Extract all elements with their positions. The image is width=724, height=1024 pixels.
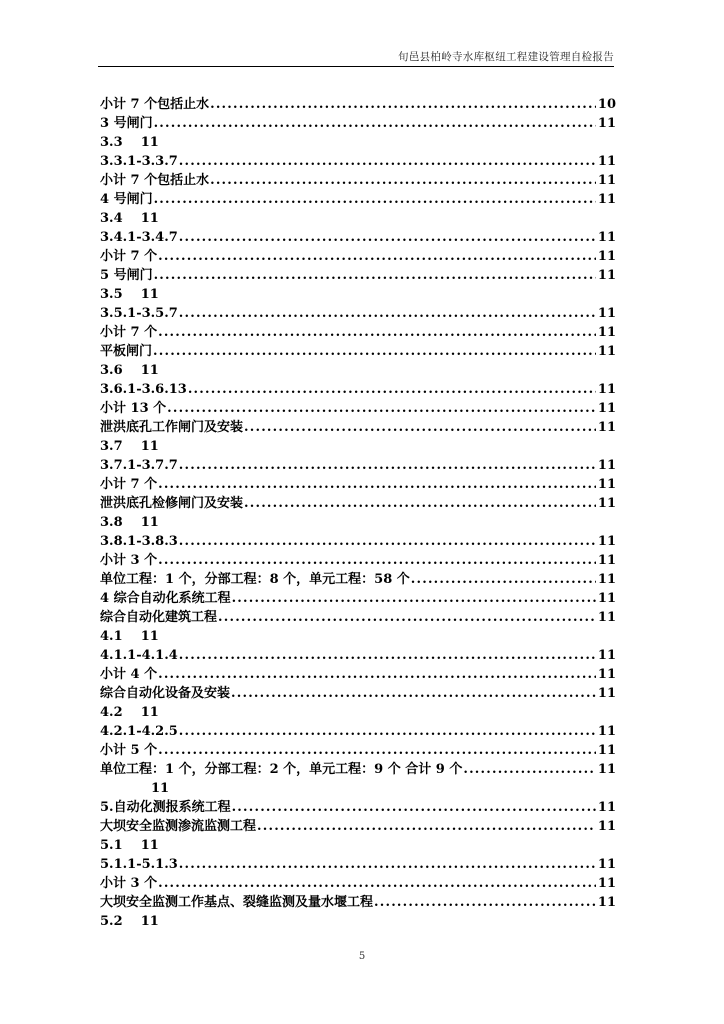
toc-entry-page: 11 (597, 895, 616, 910)
toc-entry-page: 11 (597, 553, 616, 568)
toc-entry-title: 小计 5 个 (100, 743, 158, 758)
toc-entry-page: 11 (597, 648, 616, 663)
page-number: 5 (358, 951, 366, 962)
toc-entry[interactable] (100, 285, 616, 304)
toc-dot-leader (373, 893, 596, 912)
toc-dot-leader (178, 304, 596, 323)
toc-entry-title: 3.6.1-3.6.13 (100, 382, 187, 397)
toc-entry[interactable] (100, 874, 616, 893)
toc-dot-leader (157, 874, 596, 893)
toc-entry-title: 小计 7 个 (100, 325, 158, 340)
toc-entry-title: 小计 7 个 (100, 477, 158, 492)
toc-entry-page: 11 (597, 116, 616, 131)
toc-entry-title: 4 号闸门 (100, 192, 153, 207)
toc-entry[interactable] (100, 323, 616, 342)
toc-entry-title: 综合自动化建筑工程 (100, 610, 218, 625)
toc-dot-leader (157, 247, 596, 266)
table-of-contents (100, 95, 616, 931)
toc-entry-title: 3.5.1-3.5.7 (100, 306, 178, 321)
toc-entry-page: 11 (597, 876, 616, 891)
toc-entry-title: 5.2 11 (100, 914, 159, 929)
toc-entry[interactable] (100, 437, 616, 456)
header-rule (98, 66, 614, 67)
toc-entry-title: 5 号闸门 (100, 268, 153, 283)
toc-entry[interactable] (100, 152, 616, 171)
toc-entry-page: 11 (597, 306, 616, 321)
toc-entry-title: 3 号闸门 (100, 116, 153, 131)
toc-entry-title: 3.4.1-3.4.7 (100, 230, 178, 245)
toc-dot-leader (410, 570, 596, 589)
toc-entry-title: 小计 3 个 (100, 553, 158, 568)
toc-entry-page: 10 (597, 97, 616, 112)
toc-dot-leader (209, 171, 596, 190)
toc-dot-leader (157, 323, 596, 342)
toc-dot-leader (178, 855, 596, 874)
toc-entry-page: 11 (597, 572, 616, 587)
toc-entry[interactable] (100, 912, 616, 931)
toc-entry[interactable] (100, 741, 616, 760)
toc-dot-leader (178, 722, 596, 741)
toc-dot-leader (178, 152, 596, 171)
toc-entry[interactable] (100, 171, 616, 190)
toc-entry-title: 4.1 11 (100, 629, 159, 644)
toc-entry[interactable] (100, 722, 616, 741)
toc-entry-page: 11 (597, 192, 616, 207)
toc-entry-page: 11 (597, 496, 616, 511)
toc-entry-page: 11 (597, 249, 616, 264)
toc-entry-page: 11 (597, 800, 616, 815)
toc-entry-title: 4.1.1-4.1.4 (100, 648, 178, 663)
toc-entry[interactable] (100, 266, 616, 285)
toc-entry-title: 3.3 11 (100, 135, 159, 150)
toc-entry-title: 3.6 11 (100, 363, 159, 378)
toc-dot-leader (157, 741, 596, 760)
toc-dot-leader (178, 228, 596, 247)
toc-dot-leader (153, 114, 596, 133)
toc-entry-page: 11 (597, 382, 616, 397)
toc-entry[interactable] (100, 893, 616, 912)
toc-entry[interactable] (100, 95, 616, 114)
toc-entry-title: 小计 4 个 (100, 667, 158, 682)
toc-entry-title: 小计 3 个 (100, 876, 158, 891)
toc-entry-page: 11 (597, 724, 616, 739)
toc-entry-title: 4.2 11 (100, 705, 159, 720)
toc-entry-title: 小计 7 个包括止水 (100, 97, 210, 112)
toc-entry-page: 11 (597, 230, 616, 245)
toc-dot-leader (209, 95, 596, 114)
toc-entry-title: 大坝安全监测工作基点、裂缝监测及量水堰工程 (100, 895, 374, 910)
toc-dot-leader (157, 551, 596, 570)
toc-entry-title: 小计 7 个包括止水 (100, 173, 210, 188)
toc-dot-leader (166, 399, 596, 418)
toc-entry-title: 5.自动化测报系统工程 (100, 800, 231, 815)
toc-entry-page: 11 (597, 857, 616, 872)
toc-entry-page: 11 (597, 667, 616, 682)
running-header: 旬邑县柏岭寺水库枢纽工程建设管理自检报告 (398, 51, 614, 63)
toc-entry[interactable] (100, 418, 616, 437)
toc-entry[interactable] (100, 665, 616, 684)
toc-entry[interactable] (100, 380, 616, 399)
toc-entry[interactable] (100, 494, 616, 513)
toc-entry[interactable] (100, 209, 616, 228)
toc-entry[interactable] (100, 798, 616, 817)
toc-entry-page: 11 (597, 762, 616, 777)
toc-entry-title: 3.8 11 (100, 515, 159, 530)
toc-entry[interactable] (100, 228, 616, 247)
toc-entry[interactable] (100, 684, 616, 703)
toc-dot-leader (157, 475, 596, 494)
toc-entry[interactable] (100, 342, 616, 361)
toc-entry[interactable] (100, 760, 616, 779)
toc-entry-page: 11 (597, 268, 616, 283)
toc-entry-title: 11 (151, 781, 170, 796)
toc-entry[interactable] (100, 475, 616, 494)
toc-dot-leader (243, 418, 596, 437)
toc-entry[interactable] (100, 703, 616, 722)
toc-dot-leader (178, 456, 596, 475)
toc-entry-page: 11 (597, 477, 616, 492)
toc-entry-title: 3.5 11 (100, 287, 159, 302)
toc-entry-title: 小计 13 个 (100, 401, 167, 416)
toc-entry-title: 3.8.1-3.8.3 (100, 534, 178, 549)
toc-entry-title: 4.2.1-4.2.5 (100, 724, 178, 739)
toc-entry[interactable] (100, 627, 616, 646)
toc-entry[interactable] (100, 532, 616, 551)
toc-entry[interactable] (100, 589, 616, 608)
toc-dot-leader (217, 608, 596, 627)
toc-entry[interactable] (100, 855, 616, 874)
toc-entry-title: 5.1.1-5.1.3 (100, 857, 178, 872)
toc-entry[interactable] (100, 570, 616, 589)
toc-entry[interactable] (100, 779, 616, 798)
toc-entry[interactable] (100, 247, 616, 266)
toc-entry[interactable] (100, 399, 616, 418)
toc-entry-title: 泄洪底孔检修闸门及安装 (100, 496, 244, 511)
toc-dot-leader (256, 817, 596, 836)
toc-entry-page: 11 (597, 154, 616, 169)
toc-entry-page: 11 (597, 458, 616, 473)
toc-entry-page: 11 (597, 686, 616, 701)
toc-dot-leader (187, 380, 596, 399)
toc-entry-page: 11 (597, 401, 616, 416)
toc-entry-page: 11 (597, 325, 616, 340)
toc-entry-title: 3.3.1-3.3.7 (100, 154, 178, 169)
toc-entry[interactable] (100, 608, 616, 627)
toc-entry[interactable] (100, 133, 616, 152)
toc-dot-leader (153, 266, 596, 285)
toc-dot-leader (157, 665, 596, 684)
toc-dot-leader (178, 532, 596, 551)
toc-entry-page: 11 (597, 610, 616, 625)
toc-dot-leader (230, 684, 596, 703)
toc-entry-page: 11 (597, 591, 616, 606)
toc-entry-page: 11 (597, 819, 616, 834)
toc-entry[interactable] (100, 646, 616, 665)
toc-dot-leader (152, 342, 596, 361)
toc-entry-page: 11 (597, 173, 616, 188)
toc-entry[interactable] (100, 513, 616, 532)
toc-dot-leader (178, 646, 596, 665)
toc-entry-title: 3.7.1-3.7.7 (100, 458, 178, 473)
toc-entry-title: 小计 7 个 (100, 249, 158, 264)
toc-entry-page: 11 (597, 534, 616, 549)
toc-entry[interactable] (100, 456, 616, 475)
toc-dot-leader (462, 760, 596, 779)
toc-entry-title: 单位工程：1 个，分部工程：2 个，单元工程：9 个 合计 9 个 (100, 762, 463, 777)
toc-entry[interactable] (100, 817, 616, 836)
toc-entry[interactable] (100, 551, 616, 570)
toc-entry-title: 4 综合自动化系统工程 (100, 591, 231, 606)
toc-entry[interactable] (100, 361, 616, 380)
toc-entry-page: 11 (597, 420, 616, 435)
toc-entry-page: 11 (597, 743, 616, 758)
toc-entry[interactable] (100, 304, 616, 323)
toc-entry-title: 综合自动化设备及安装 (100, 686, 231, 701)
toc-dot-leader (231, 798, 596, 817)
toc-entry-title: 泄洪底孔工作闸门及安装 (100, 420, 244, 435)
toc-entry-title: 3.4 11 (100, 211, 159, 226)
toc-entry[interactable] (100, 190, 616, 209)
toc-entry-title: 单位工程：1 个，分部工程：8 个，单元工程：58 个 (100, 572, 410, 587)
toc-entry[interactable] (100, 114, 616, 133)
toc-entry-title: 平板闸门 (100, 344, 153, 359)
toc-dot-leader (243, 494, 596, 513)
toc-dot-leader (153, 190, 596, 209)
toc-entry[interactable] (100, 836, 616, 855)
toc-entry-title: 大坝安全监测渗流监测工程 (100, 819, 257, 834)
toc-entry-page: 11 (597, 344, 616, 359)
toc-entry-title: 3.7 11 (100, 439, 159, 454)
toc-dot-leader (231, 589, 596, 608)
toc-entry-title: 5.1 11 (100, 838, 159, 853)
